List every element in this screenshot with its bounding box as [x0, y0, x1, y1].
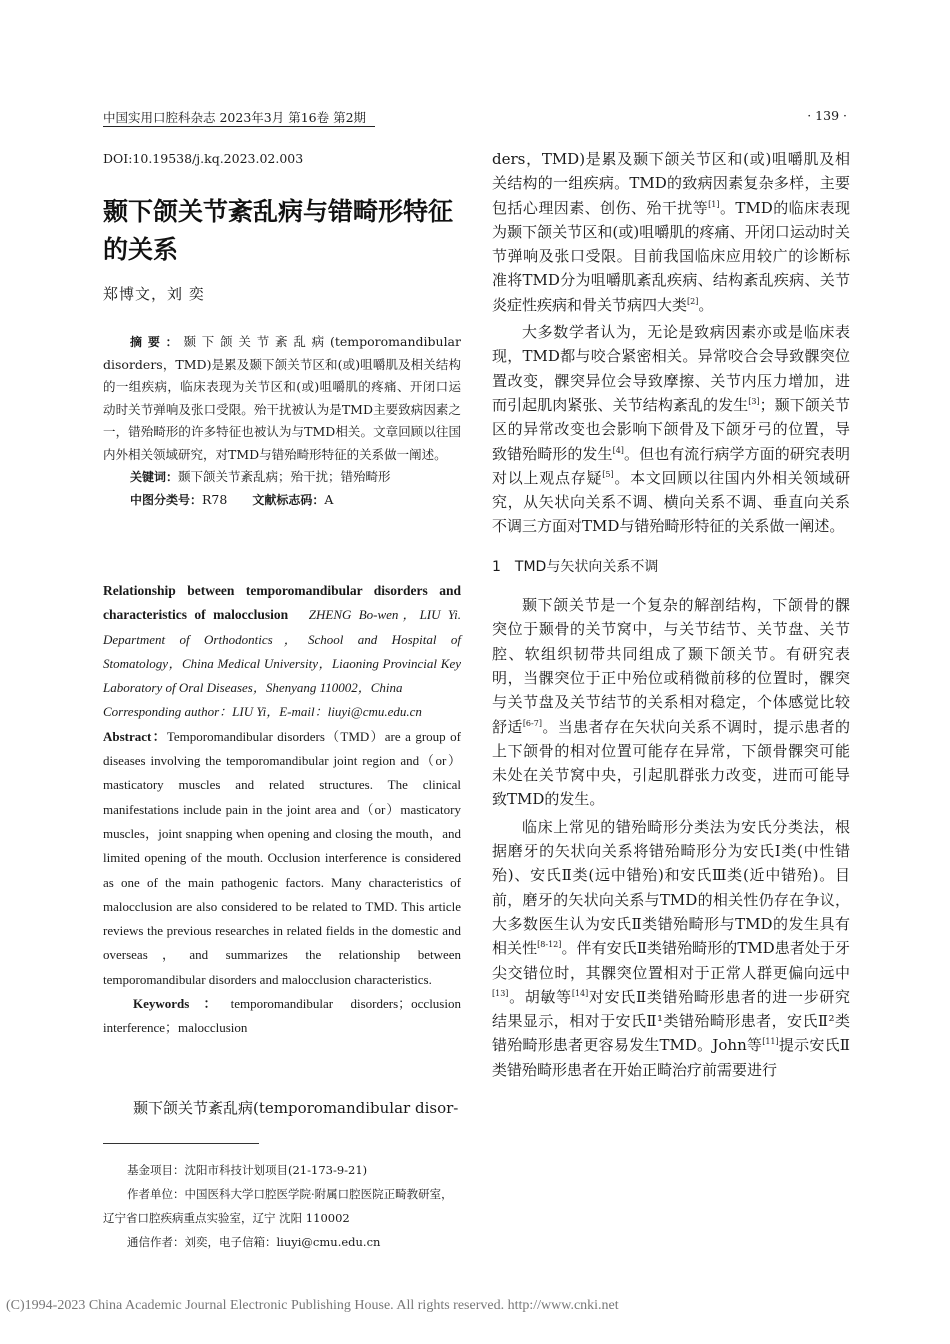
en-title-para — [103, 579, 461, 700]
en-abstract-text: Temporomandibular disorders（TMD）are a group of diseases involving the temporomandibular joint region and（or）masticatory muscles and related structures. The clinical manifestations include pain in the joint area and（or）masticatory muscles，joint snapping when opening and closing the mouth，and limited opening of the mouth. Occlusion interference is considered as one of the main pathogenic factors. Many characteristics of malocclusion are also considered to be related to TMD. This article reviews the previous researches in related fields in the domestic and overseas，and summarizes the relationship between temporomandibular disorders and malocclusion characteristics. — [103, 728, 461, 987]
authors: 郑博文，刘 奕 — [103, 285, 205, 303]
footnote-affiliation: 作者单位：中国医科大学口腔医学院·附属口腔医院正畸教研室，辽宁省口腔疾病重点实验室，辽宁 沈阳 110002 — [103, 1187, 453, 1225]
en-keywords — [103, 992, 461, 1041]
en-title: Relationship between temporomandibular disorders and characteristics of malocclusion — [103, 583, 461, 623]
abstract-label: 摘要： — [130, 335, 184, 349]
header-rule — [103, 126, 375, 127]
footnote-fund: 基金项目：沈阳市科技计划项目(21-173-9-21) — [127, 1163, 368, 1177]
citation: [1] — [708, 199, 720, 209]
abstract-cn-text: 颞下颌关节紊乱病(temporomandibular disorders，TMD)是累及颞下颌关节区和(或)咀嚼肌及相关结构的一组疾病，临床表现为关节区和(或)咀嚼肌的疼痛、开闭口运动时关节弹响及张口受限。殆干扰被认为是TMD主要致病因素之一，错殆畸形的许多特征也被认为与TMD相关。文章回顾以往国内外相关领域研究，对TMD与错殆畸形特征的关系做一阐述。 — [103, 334, 461, 462]
en-keywords-text: temporomandibular disorders；occlusion interference；malocclusion — [103, 996, 461, 1036]
intro-start: 颞下颌关节紊乱病(temporomandibular disor- — [133, 1099, 459, 1117]
footnote-corresponding: 通信作者：刘奕，电子信箱：liuyi@cmu.edu.cn — [127, 1235, 381, 1249]
body-paragraph: ders，TMD)是累及颞下颌关节区和(或)咀嚼肌及相关结构的一组疾病。TMD的致病因素复杂多样，主要包括心理因素、创伤、殆干扰等[1]。TMD的临床表现为颞下颌关节区和(或)咀嚼肌的疼痛、开闭口运动时关节弹响及张口受限。目前我国临床应用较广的诊断标准将TMD分为咀嚼肌紊乱疾病、结构紊乱疾病、关节炎症性疾病和骨关节病四大类[2]。 — [492, 150, 850, 314]
citation: [14] — [571, 988, 589, 998]
body-paragraph: 临床上常见的错殆畸形分类法为安氏分类法，根据磨牙的矢状向关系将错殆畸形分为安氏Ⅰ类(中性错殆)、安氏Ⅱ类(远中错殆)和安氏Ⅲ类(近中错殆)。目前，磨牙的矢状向关系与TMD的相关性仍存在争议，大多数医生认为安氏Ⅱ类错殆畸形与TMD的发生具有相关性[8-12]。伴有安氏Ⅱ类错殆畸形的TMD患者处于牙尖交错位时，其髁突位置相对于正常人群更偏向远中[13]。胡敏等[14]对安氏Ⅱ类错殆畸形患者的进一步研究结果显示，相对于安氏Ⅱ¹类错殆畸形患者，安氏Ⅱ²类错殆畸形患者更容易发生TMD。John等[11]提示安氏Ⅱ类错殆畸形患者在开始正畸治疗前需要进行 — [492, 817, 850, 1079]
citation: [11] — [762, 1037, 779, 1047]
doc-label: 文献标志码： — [252, 492, 325, 507]
clc-value: R78 — [202, 491, 228, 507]
footnote-rule — [103, 1143, 259, 1144]
body-paragraph: 大多数学者认为，无论是致病因素亦或是临床表现，TMD都与咬合紧密相关。异常咬合会导致髁突位置改变，髁突异位会导致摩擦、关节内压力增加，进而引起肌肉紧张、关节结构紊乱的发生[3]；颞下颌关节区的异常改变也会影响下颌骨及下颌牙弓的位置，导致错殆畸形的发生[4]。但也有流行病学方面的研究表明对以上观点存疑[5]。本文回顾以往国内外相关领域研究，从矢状向关系不调、横向关系不调、垂直向关系不调三方面对TMD与错殆畸形特征的关系做一阐述。 — [492, 323, 850, 536]
doi: DOI:10.19538/j.kq.2023.02.003 — [103, 151, 304, 166]
footnotes — [103, 1158, 461, 1254]
citation: [3] — [748, 396, 760, 406]
chinese-abstract — [103, 331, 461, 511]
citation: [2] — [687, 296, 699, 306]
keywords-label: 关键词： — [130, 470, 179, 484]
en-affiliation: ZHENG Bo-wen，LIU Yi. Department of Orthodontics，School and Hospital of Stomatology，China Medical University，Liaoning Provincial Key Laboratory of Oral Diseases，Shenyang 110002，China — [103, 607, 461, 696]
citation: [13] — [492, 988, 509, 998]
clc-label: 中图分类号： — [130, 492, 203, 507]
en-abstract-para — [103, 725, 461, 992]
citation: [5] — [602, 469, 614, 479]
page-number: · 139 · — [807, 108, 847, 123]
doc-value: A — [324, 491, 334, 507]
en-abstract-label: Abstract： — [103, 728, 167, 744]
article-title: 颞下颌关节紊乱病与错畸形特征的关系 — [103, 197, 454, 264]
abstract-cn-para — [103, 331, 461, 466]
copyright-footer: (C)1994-2023 China Academic Journal Electronic Publishing House. All rights reserved. http://www.cnki.net — [6, 1298, 619, 1313]
citation: [8-12] — [537, 940, 562, 950]
running-header: 中国实用口腔科杂志 2023年3月 第16卷 第2期 — [103, 110, 367, 125]
en-keywords-label: Keywords： — [133, 996, 231, 1012]
english-abstract — [103, 579, 461, 1041]
body-right-column — [492, 147, 850, 1085]
citation: [6-7] — [522, 718, 542, 728]
keywords-cn-text: 颞下颌关节紊乱病；殆干扰；错殆畸形 — [178, 469, 391, 484]
citation: [4] — [612, 445, 624, 455]
en-corresponding: Corresponding author：LIU Yi，E-mail：liuyi@cmu.edu.cn — [103, 704, 422, 720]
section-heading: 1 TMD与矢状向关系不调 — [492, 558, 659, 575]
classification — [103, 489, 461, 512]
body-paragraph: 颞下颌关节是一个复杂的解剖结构，下颌骨的髁突位于颞骨的关节窝中，与关节结节、关节盘、关节腔、软组织韧带共同组成了颞下颌关节。有研究表明，当髁突位于正中殆位或稍微前移的位置时，髁突与关节盘及关节结节的关系相对稳定，个体感觉比较舒适[6-7]。当患者存在矢状向关系不调时，提示患者的上下颌骨的相对位置可能存在异常，下颌骨髁突可能未处在关节窝中央，引起肌群张力改变，进而可能导致TMD的发生。 — [492, 596, 850, 809]
keywords-cn — [103, 466, 461, 489]
